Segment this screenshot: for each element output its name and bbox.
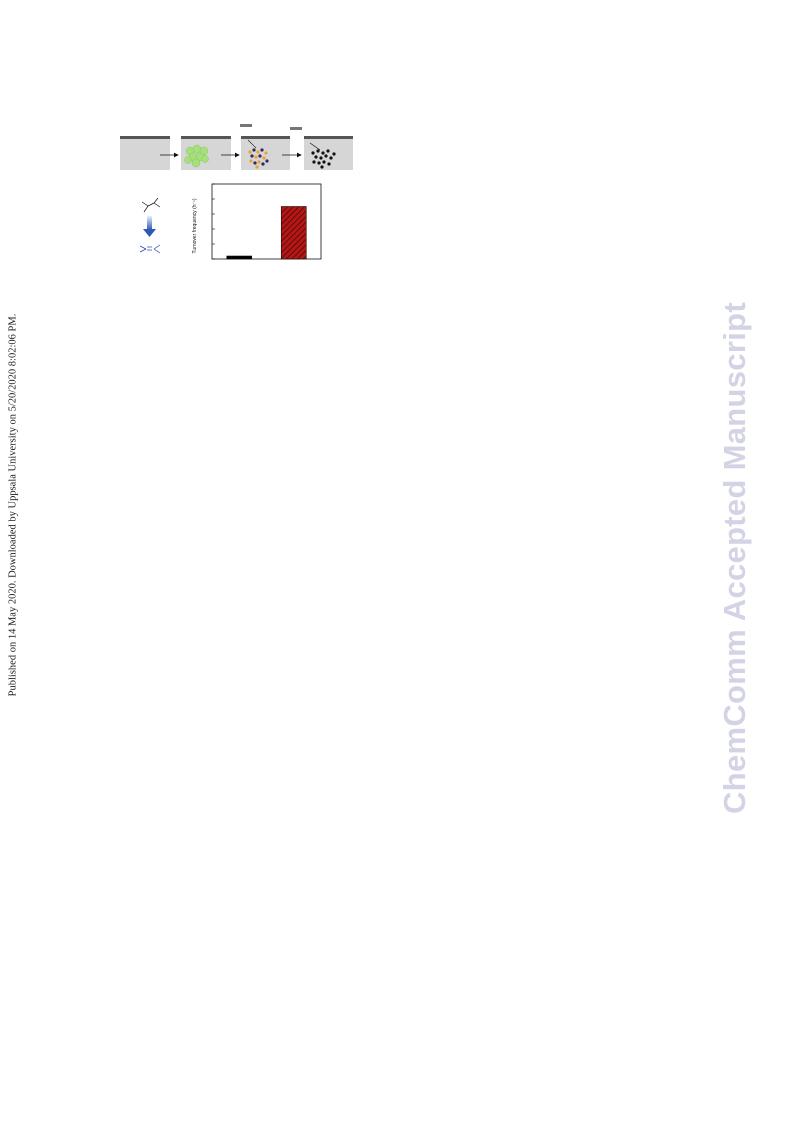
scheme-step-3	[240, 124, 290, 170]
reactant-molecule	[142, 198, 160, 212]
reaction-scheme	[140, 198, 160, 253]
tof-bar-chart	[212, 184, 321, 259]
y-axis-label: Turnover frequency (h⁻¹)	[192, 198, 198, 254]
scheme-step-4	[290, 127, 353, 170]
scheme-step-2	[181, 136, 231, 170]
bar-2	[281, 207, 306, 260]
y-axis-ticks	[212, 184, 215, 259]
bars-group	[227, 207, 307, 260]
publication-side-note	[0, 0, 26, 1121]
watermark-text: ChemComm Accepted Manuscript	[717, 302, 752, 814]
toc-graphic	[110, 118, 360, 268]
reaction-arrow-shaft	[147, 216, 152, 230]
reaction-arrow-head	[143, 229, 156, 237]
journal-watermark	[717, 0, 793, 1121]
bar-1	[227, 256, 252, 259]
publication-note-text: Published on 14 May 2020. Downloaded by Uppsala University on 5/20/2020 8:02:06 PM.	[7, 313, 19, 697]
scheme-svg	[110, 118, 360, 268]
scheme-step-1	[120, 136, 170, 170]
product-molecule	[140, 245, 160, 253]
